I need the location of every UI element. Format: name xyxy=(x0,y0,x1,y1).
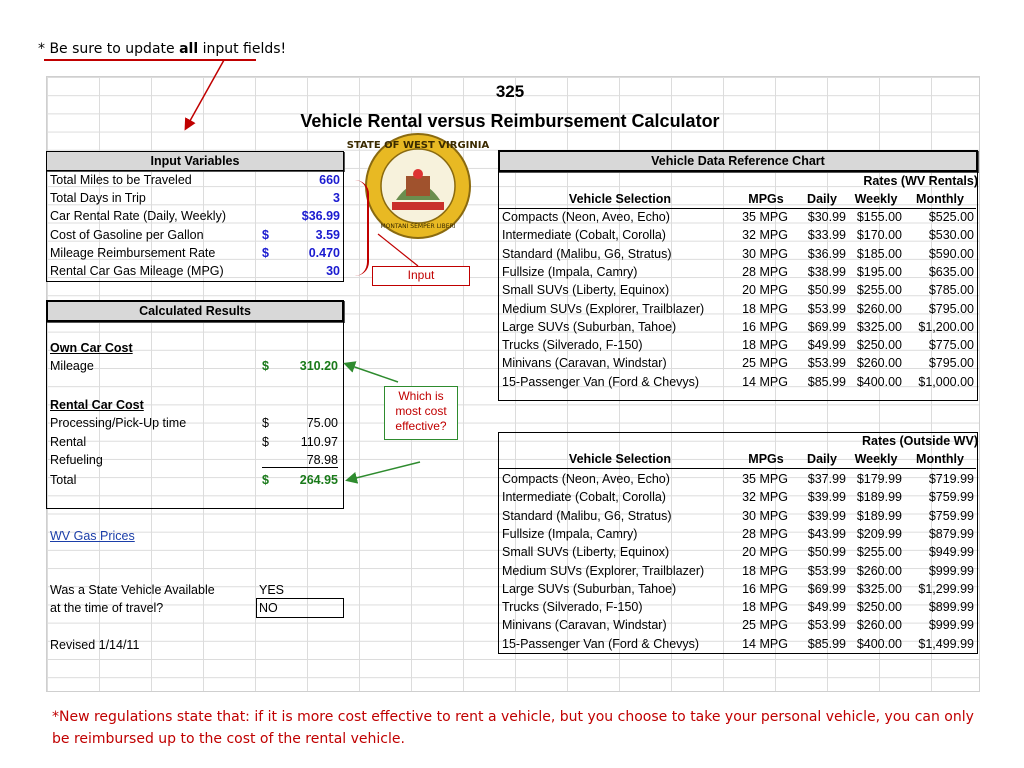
input-variable-value[interactable]: 0.470 xyxy=(308,245,340,260)
table-cell: $1,200.00 xyxy=(918,319,974,334)
table-cell: 18 MPG xyxy=(742,338,788,353)
input-variable-value[interactable]: 3 xyxy=(333,191,340,206)
table-cell: $49.99 xyxy=(807,600,846,615)
table-cell: $185.00 xyxy=(856,246,902,261)
calculated-row-value: 78.98 xyxy=(306,453,338,467)
table-cell: Fullsize (Impala, Camry) xyxy=(502,264,638,279)
table-cell: Compacts (Neon, Aveo, Echo) xyxy=(502,472,670,486)
table-cell: Medium SUVs (Explorer, Trailblazer) xyxy=(502,563,705,578)
calculated-row-value: 75.00 xyxy=(306,416,338,430)
seal-text: STATE OF WEST VIRGINIA xyxy=(346,140,490,151)
table-cell: 32 MPG xyxy=(742,490,788,505)
table-cell: 18 MPG xyxy=(742,563,788,578)
table-cell: Compacts (Neon, Aveo, Echo) xyxy=(502,210,670,224)
table-cell: Minivans (Caravan, Windstar) xyxy=(502,618,667,633)
table-cell: Trucks (Silverado, F-150) xyxy=(502,600,643,615)
total-currency: $ xyxy=(262,473,269,487)
calculated-row-value: 110.97 xyxy=(300,434,338,449)
table-cell: $590.00 xyxy=(928,246,974,261)
table-cell: $33.99 xyxy=(807,228,846,243)
page-title: Vehicle Rental versus Reimbursement Calculator xyxy=(300,111,720,131)
table-cell: 25 MPG xyxy=(742,618,788,633)
table-cell: $69.99 xyxy=(807,581,846,596)
input-variable-value[interactable]: 30 xyxy=(326,264,340,278)
table-cell: Minivans (Caravan, Windstar) xyxy=(502,356,667,371)
calculated-row-currency: $ xyxy=(262,416,269,430)
input-variable-label: Mileage Reimbursement Rate xyxy=(50,245,216,260)
which-callout-text: Which is most cost effective? xyxy=(395,389,447,433)
table-cell: $530.00 xyxy=(928,228,974,243)
column-header: Vehicle Selection xyxy=(568,452,672,466)
table-cell: 28 MPG xyxy=(742,526,788,541)
table-cell: $1,499.99 xyxy=(918,636,974,651)
table-cell: $250.00 xyxy=(856,338,902,353)
table-cell: $785.00 xyxy=(928,283,974,298)
table-cell: $155.00 xyxy=(856,210,902,224)
top-note-bold: all xyxy=(179,41,199,57)
state-seal-icon xyxy=(346,130,490,242)
table-cell: $30.99 xyxy=(807,210,846,224)
table-cell: $85.99 xyxy=(807,374,846,389)
calculated-row-label: Rental xyxy=(50,434,87,449)
column-header: Monthly xyxy=(916,452,964,466)
table-cell: $999.99 xyxy=(928,563,974,578)
top-note xyxy=(38,41,286,57)
table-cell: $37.99 xyxy=(807,472,846,486)
column-header: Daily xyxy=(807,452,837,466)
table-cell: $69.99 xyxy=(807,319,846,334)
table-cell: Medium SUVs (Explorer, Trailblazer) xyxy=(502,301,705,316)
table-cell: $50.99 xyxy=(807,283,846,298)
table-cell: $53.99 xyxy=(807,301,846,316)
table-cell: 30 MPG xyxy=(742,246,788,261)
input-variable-label: Cost of Gasoline per Gallon xyxy=(50,227,204,242)
table-cell: $50.99 xyxy=(807,545,846,560)
calculated-row-currency: $ xyxy=(262,434,269,449)
table-cell: 30 MPG xyxy=(742,508,788,523)
refueling-underline xyxy=(262,467,338,468)
table-cell: $1,299.99 xyxy=(918,581,974,596)
input-callout: Input xyxy=(372,266,470,286)
table-cell: Intermediate (Cobalt, Corolla) xyxy=(502,490,666,505)
state-vehicle-no[interactable]: NO xyxy=(259,601,278,615)
table-cell: $795.00 xyxy=(928,301,974,316)
table-cell: 16 MPG xyxy=(742,581,788,596)
table-cell: 14 MPG xyxy=(742,374,788,389)
table-cell: 14 MPG xyxy=(742,636,788,651)
table-cell: 28 MPG xyxy=(742,264,788,279)
table-cell: Trucks (Silverado, F-150) xyxy=(502,338,643,353)
table-cell: $250.00 xyxy=(856,600,902,615)
input-variable-currency: $ xyxy=(262,245,269,260)
table-cell: $759.99 xyxy=(928,508,974,523)
table-cell: $189.99 xyxy=(856,508,902,523)
own-car-label: Own Car Cost xyxy=(50,341,133,355)
table-cell: $879.99 xyxy=(928,526,974,541)
table-cell: $400.00 xyxy=(856,374,902,389)
note-arrow xyxy=(180,56,260,136)
table-cell: $719.99 xyxy=(928,472,974,486)
table-cell: Large SUVs (Suburban, Tahoe) xyxy=(502,319,677,334)
table-cell: Standard (Malibu, G6, Stratus) xyxy=(502,508,672,523)
table-cell: $85.99 xyxy=(807,636,846,651)
table-cell: 18 MPG xyxy=(742,600,788,615)
table-cell: 20 MPG xyxy=(742,545,788,560)
table-cell: $255.00 xyxy=(856,283,902,298)
table-cell: Intermediate (Cobalt, Corolla) xyxy=(502,228,666,243)
input-variable-currency: $ xyxy=(262,227,269,242)
table-cell: $999.99 xyxy=(928,618,974,633)
table-cell: $39.99 xyxy=(807,490,846,505)
table-cell: $525.00 xyxy=(928,210,974,224)
state-vehicle-yes[interactable]: YES xyxy=(259,583,285,597)
calculated-results-header: Calculated Results xyxy=(46,300,344,322)
input-variable-value[interactable]: 660 xyxy=(319,173,340,187)
input-variable-label: Total Miles to be Traveled xyxy=(50,173,192,187)
input-variable-label: Rental Car Gas Mileage (MPG) xyxy=(50,264,224,278)
calculated-row-label: Refueling xyxy=(50,453,103,467)
table-cell: $775.00 xyxy=(928,338,974,353)
table-cell: $400.00 xyxy=(856,636,902,651)
state-vehicle-question-1: Was a State Vehicle Available xyxy=(50,583,215,597)
total-value: 264.95 xyxy=(299,473,338,487)
table-cell: $170.00 xyxy=(856,228,902,243)
table-cell: 15-Passenger Van (Ford & Chevys) xyxy=(502,374,700,389)
table-cell: $49.99 xyxy=(807,338,846,353)
input-variable-label: Car Rental Rate (Daily, Weekly) xyxy=(50,209,226,224)
table-cell: 25 MPG xyxy=(742,356,788,371)
table-cell: 35 MPG xyxy=(742,210,788,224)
table-cell: $255.00 xyxy=(856,545,902,560)
input-callout-line xyxy=(370,230,430,270)
table-cell: 32 MPG xyxy=(742,228,788,243)
input-variable-value[interactable]: 3.59 xyxy=(315,227,340,242)
table-cell: $38.99 xyxy=(807,264,846,279)
table-cell: $36.99 xyxy=(807,246,846,261)
table-cell: $43.99 xyxy=(807,526,846,541)
column-header: Vehicle Selection xyxy=(568,192,672,206)
column-header: Daily xyxy=(807,192,837,206)
top-note-prefix: * Be sure to update xyxy=(38,41,180,57)
table-cell: $260.00 xyxy=(856,618,902,633)
total-label: Total xyxy=(50,473,77,487)
input-variable-label: Total Days in Trip xyxy=(50,191,146,206)
table-cell: 35 MPG xyxy=(742,472,788,486)
table-cell: $39.99 xyxy=(807,508,846,523)
sheet-number: 325 xyxy=(495,82,525,101)
table-cell: $260.00 xyxy=(856,301,902,316)
table-cell: $325.00 xyxy=(856,319,902,334)
table-cell: Standard (Malibu, G6, Stratus) xyxy=(502,246,672,261)
table-cell: $53.99 xyxy=(807,356,846,371)
state-vehicle-question-2: at the time of travel? xyxy=(50,601,164,615)
table-cell: 20 MPG xyxy=(742,283,788,298)
footnote: *New regulations state that: if it is more cost effective to rent a vehicle, but you choose to take your personal vehicle, you can only be reimbursed up to the cost of the rental vehicle. xyxy=(52,709,974,747)
which-arrows xyxy=(340,356,430,486)
table-cell: $189.99 xyxy=(856,490,902,505)
mileage-value: 310.20 xyxy=(299,359,338,373)
seal-motto: MONTANI SEMPER LIBERI xyxy=(380,223,456,230)
reference-chart-header: Vehicle Data Reference Chart xyxy=(498,150,978,172)
table-cell: $635.00 xyxy=(928,264,974,279)
wv-rates-label: Rates (WV Rentals) xyxy=(863,174,978,188)
revised-date: Revised 1/14/11 xyxy=(50,638,140,652)
table-cell: 15-Passenger Van (Ford & Chevys) xyxy=(502,636,700,651)
table-cell: $325.00 xyxy=(856,581,902,596)
table-cell: $260.00 xyxy=(856,356,902,371)
column-header: MPGs xyxy=(748,452,784,466)
table-cell: $795.00 xyxy=(928,356,974,371)
table-cell: 18 MPG xyxy=(742,301,788,316)
column-header: Weekly xyxy=(854,192,898,206)
table-cell: Small SUVs (Liberty, Equinox) xyxy=(502,283,670,298)
table-cell: $53.99 xyxy=(807,618,846,633)
table-cell: Large SUVs (Suburban, Tahoe) xyxy=(502,581,677,596)
wv-gas-prices-link[interactable]: WV Gas Prices xyxy=(50,529,135,543)
rental-car-label: Rental Car Cost xyxy=(50,398,144,412)
table-cell: 16 MPG xyxy=(742,319,788,334)
input-variables-header: Input Variables xyxy=(46,151,344,171)
input-bracket xyxy=(355,180,369,276)
table-cell: $1,000.00 xyxy=(918,374,974,389)
table-cell: $949.99 xyxy=(928,545,974,560)
mileage-currency: $ xyxy=(262,359,269,373)
table-cell: Fullsize (Impala, Camry) xyxy=(502,526,638,541)
table-cell: $53.99 xyxy=(807,563,846,578)
table-cell: $759.99 xyxy=(928,490,974,505)
column-header: MPGs xyxy=(748,192,784,206)
table-cell: $899.99 xyxy=(928,600,974,615)
mileage-label: Mileage xyxy=(50,359,94,373)
header-divider xyxy=(498,468,976,469)
column-header: Weekly xyxy=(854,452,898,466)
input-variable-value[interactable]: $36.99 xyxy=(301,209,340,224)
column-header: Monthly xyxy=(916,192,964,206)
outside-rates-label: Rates (Outside WV) xyxy=(862,434,978,448)
table-cell: $260.00 xyxy=(856,563,902,578)
top-note-suffix: input fields! xyxy=(198,41,287,57)
calculated-row-label: Processing/Pick-Up time xyxy=(50,416,187,430)
table-cell: $179.99 xyxy=(856,472,902,486)
table-cell: $195.00 xyxy=(856,264,902,279)
table-cell: $209.99 xyxy=(856,526,902,541)
table-cell: Small SUVs (Liberty, Equinox) xyxy=(502,545,670,560)
